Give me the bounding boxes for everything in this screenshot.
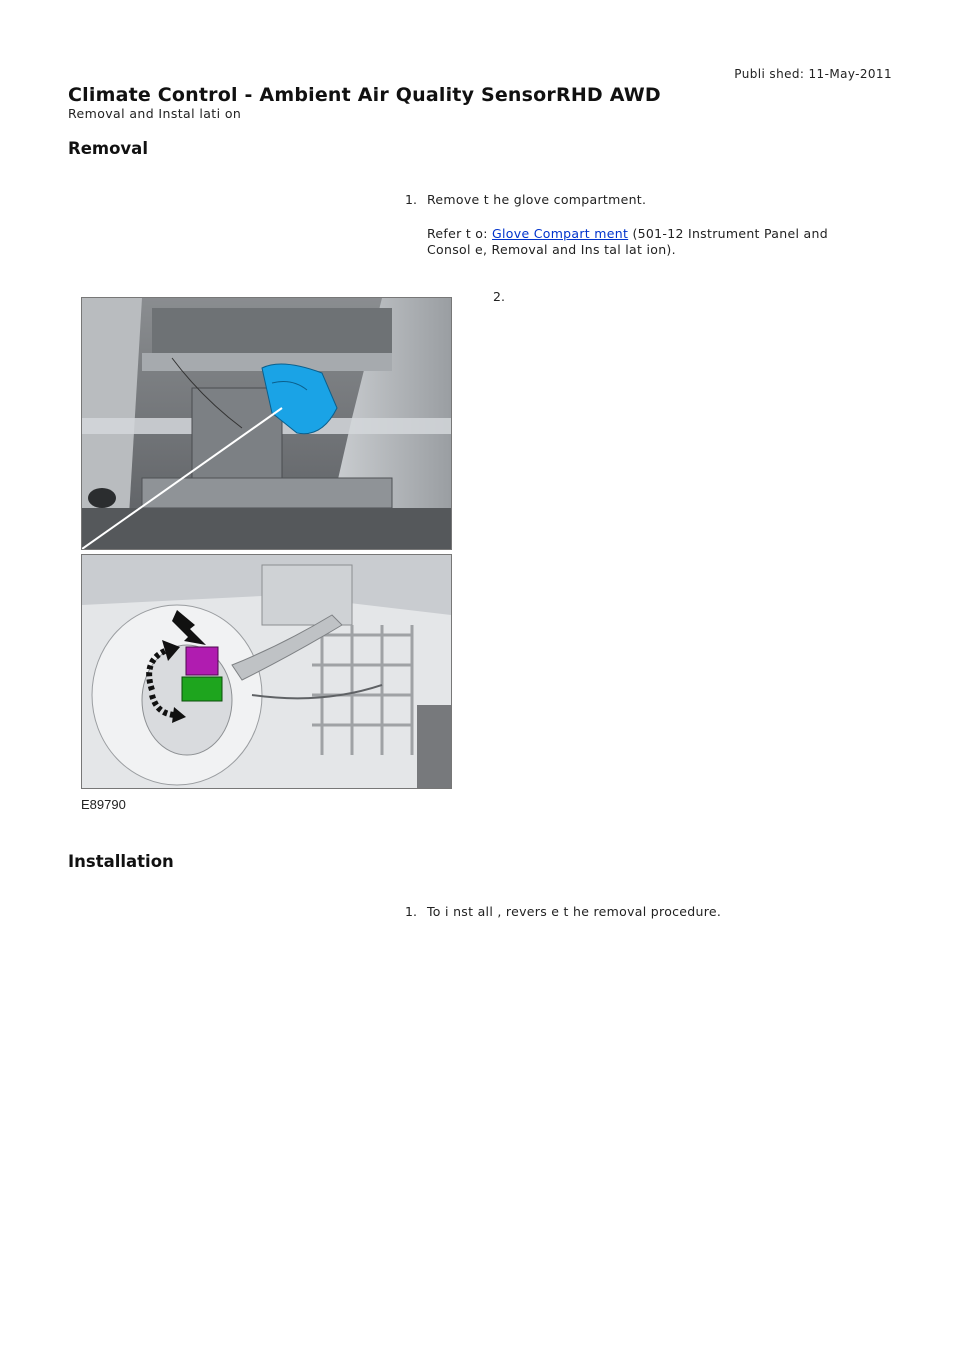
sensor-connector-detail-illustration <box>82 555 451 788</box>
installation-step-1-number: 1. <box>405 904 417 919</box>
dashboard-overview-illustration <box>82 298 451 549</box>
installation-step-1-text: To i nst all , revers e t he removal procedure. <box>427 904 722 919</box>
refer-suffix-line2: Consol e, Removal and Ins tal lat ion). <box>427 242 676 257</box>
refer-prefix: Refer t o: <box>427 226 488 241</box>
glove-compartment-link[interactable]: Glove Compart ment <box>492 226 629 241</box>
removal-step-1-number: 1. <box>405 192 417 207</box>
page-title: Climate Control - Ambient Air Quality SensorRHD AWD <box>68 84 661 106</box>
removal-step-2-number: 2. <box>493 289 505 304</box>
refer-suffix-line1: (501-12 Instrument Panel and <box>632 226 828 241</box>
figure-detail <box>81 554 452 789</box>
installation-heading: Installation <box>68 852 174 871</box>
removal-step-1-reference <box>427 226 847 258</box>
removal-step-1-text: Remove t he glove compartment. <box>427 192 647 207</box>
published-date: Publi shed: 11-May-2011 <box>734 67 892 81</box>
page-subtitle: Removal and Instal lati on <box>68 106 242 121</box>
figure-label: E89790 <box>81 797 126 812</box>
removal-heading: Removal <box>68 139 148 158</box>
figure-overview <box>81 297 452 550</box>
